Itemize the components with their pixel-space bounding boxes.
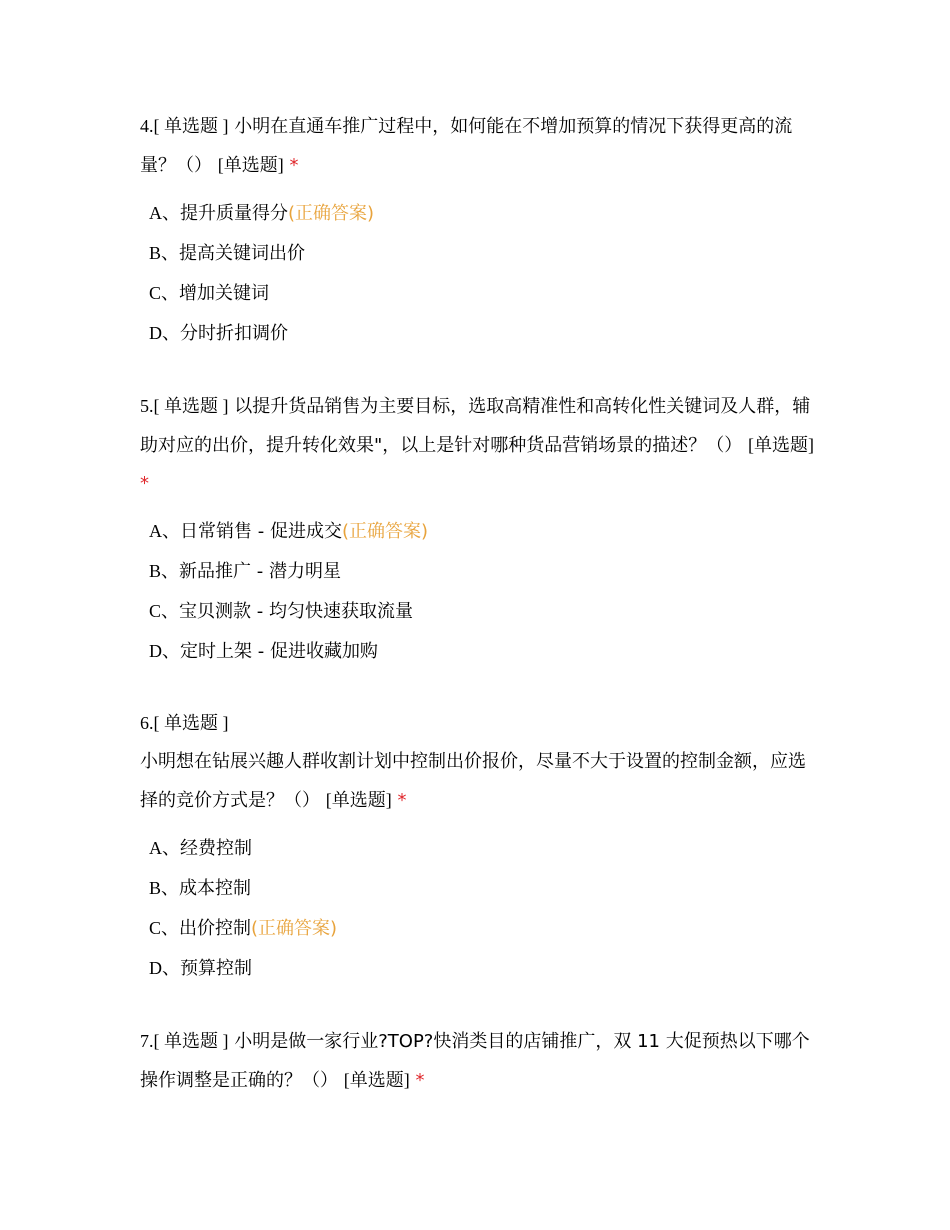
option-a[interactable] [140, 511, 820, 551]
option-text: 、新品推广 - 潜力明星 [161, 561, 341, 582]
question-5-options [140, 511, 820, 671]
question-4-stem: 小明在直通车推广过程中，如何能在不增加预算的情况下获得更高的流量？（） [140, 116, 793, 176]
option-d[interactable] [140, 313, 820, 353]
question-6-type-tag: [单选题] [325, 790, 392, 810]
option-a[interactable] [140, 193, 820, 233]
option-text: 、日常销售 - 促进成交 [162, 521, 342, 542]
option-d[interactable] [140, 631, 820, 671]
option-letter: C [149, 918, 162, 938]
option-b[interactable] [140, 868, 820, 908]
option-a[interactable] [140, 828, 820, 868]
option-letter: D [149, 323, 162, 343]
question-7-stem: 小明是做一家行业?TOP?快消类目的店铺推广，双 11 大促预热以下哪个操作调整是正确的？（） [140, 1031, 810, 1091]
option-text: 、提高关键词出价 [161, 243, 306, 264]
option-letter: D [149, 958, 162, 978]
option-letter: B [149, 243, 162, 263]
required-star: * [289, 155, 299, 176]
required-star: * [140, 473, 149, 494]
option-text: 、出价控制 [161, 918, 252, 939]
question-6-options [140, 828, 820, 988]
option-b[interactable] [140, 551, 820, 591]
question-5-number: 5.[ 单选题 ] [140, 396, 229, 416]
option-letter: C [149, 283, 162, 303]
option-text: 、定时上架 - 促进收藏加购 [162, 641, 378, 662]
question-7-number: 7.[ 单选题 ] [140, 1031, 229, 1051]
option-c[interactable] [140, 591, 820, 631]
option-letter: A [149, 838, 162, 858]
option-b[interactable] [140, 233, 820, 273]
question-6-text [140, 743, 820, 820]
question-4-text [140, 107, 820, 185]
question-7 [140, 1022, 820, 1100]
required-star: * [397, 790, 407, 811]
question-6-stem: 小明想在钻展兴趣人群收割计划中控制出价报价，尽量不大于设置的控制金额，应选择的竞价方式是？（） [140, 751, 806, 811]
option-letter: D [149, 641, 162, 661]
question-5-type-tag: [单选题] [748, 435, 815, 455]
question-7-text [140, 1022, 820, 1100]
question-6-number: 6.[ 单选题 ] [140, 713, 229, 733]
option-text: 、成本控制 [161, 878, 252, 899]
correct-answer-mark: (正确答案) [251, 918, 338, 939]
question-7-type-tag: [单选题] [343, 1070, 410, 1090]
option-letter: A [149, 203, 162, 223]
option-letter: B [149, 878, 162, 898]
option-letter: B [149, 561, 162, 581]
question-5-text [140, 387, 820, 503]
option-d[interactable] [140, 948, 820, 988]
option-text: 、提升质量得分 [162, 203, 288, 224]
option-c[interactable] [140, 273, 820, 313]
option-text: 、宝贝测款 - 均匀快速获取流量 [161, 601, 413, 622]
option-text: 、预算控制 [162, 958, 252, 979]
option-text: 、分时折扣调价 [162, 323, 288, 344]
required-star: * [415, 1070, 425, 1091]
question-6 [140, 704, 820, 988]
option-letter: A [149, 521, 162, 541]
question-6-number-line [140, 704, 820, 743]
question-4-options [140, 193, 820, 353]
correct-answer-mark: (正确答案) [288, 203, 375, 224]
option-text: 、经费控制 [162, 838, 252, 859]
question-4 [140, 107, 820, 353]
question-5-stem: 以提升货品销售为主要目标，选取高精准性和高转化性关键词及人群，辅助对应的出价，提升转化效果"，以上是针对哪种货品营销场景的描述？（） [140, 396, 811, 456]
option-letter: C [149, 601, 162, 621]
question-4-number: 4.[ 单选题 ] [140, 116, 229, 136]
option-c[interactable] [140, 908, 820, 948]
correct-answer-mark: (正确答案) [341, 521, 428, 542]
question-5 [140, 387, 820, 671]
option-text: 、增加关键词 [161, 283, 270, 304]
question-4-type-tag: [单选题] [217, 155, 284, 175]
